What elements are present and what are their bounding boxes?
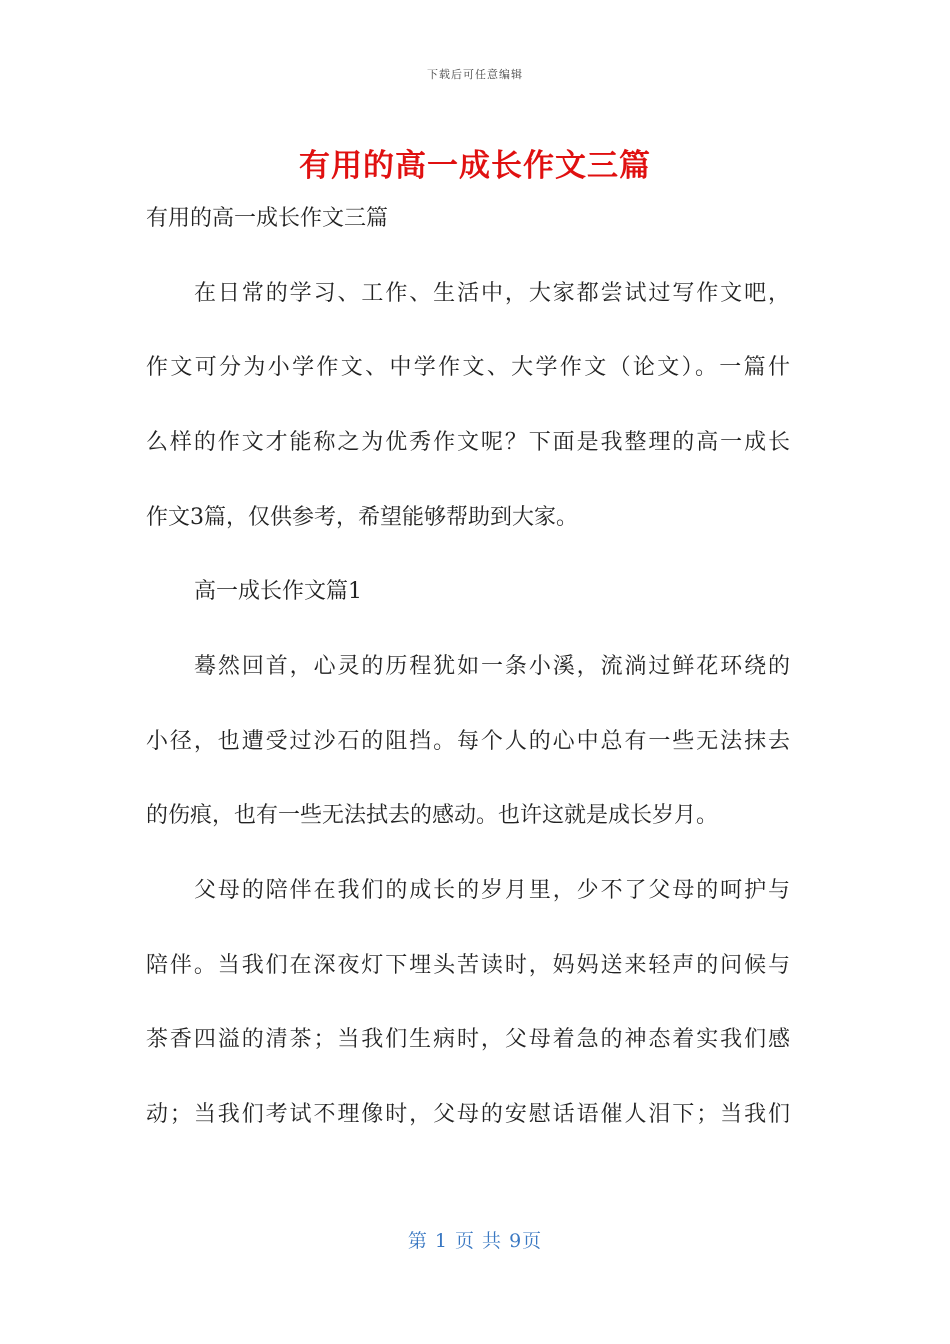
body-line: 茶香四溢的清茶；当我们生病时，父母着急的神态着实我们感 xyxy=(146,1027,790,1052)
body-line: 的伤痕，也有一些无法拭去的感动。也许这就是成长岁月。 xyxy=(146,803,719,828)
body-line: 在日常的学习、工作、生活中，大家都尝试过写作文吧， xyxy=(194,281,790,306)
section-heading: 高一成长作文篇1 xyxy=(194,579,362,604)
body-line: 么样的作文才能称之为优秀作文呢？下面是我整理的高一成长 xyxy=(146,430,790,455)
document-title: 有用的高一成长作文三篇 xyxy=(299,148,651,184)
header-note: 下载后可任意编辑 xyxy=(427,68,523,81)
body-line: 动；当我们考试不理像时，父母的安慰话语催人泪下；当我们 xyxy=(146,1102,790,1127)
subtitle-line: 有用的高一成长作文三篇 xyxy=(146,206,389,231)
body-line: 父母的陪伴在我们的成长的岁月里，少不了父母的呵护与 xyxy=(194,878,790,903)
body-line: 作文可分为小学作文、中学作文、大学作文（论文）。一篇什 xyxy=(146,355,790,380)
body-line: 陪伴。当我们在深夜灯下埋头苦读时，妈妈送来轻声的问候与 xyxy=(146,953,790,978)
body-line: 蓦然回首，心灵的历程犹如一条小溪，流淌过鲜花环绕的 xyxy=(194,654,790,679)
body-line: 作文3篇，仅供参考，希望能够帮助到大家。 xyxy=(146,505,578,530)
body-line: 小径，也遭受过沙石的阻挡。每个人的心中总有一些无法抹去 xyxy=(146,729,790,754)
page-number-footer: 第 1 页 共 9页 xyxy=(407,1230,543,1252)
